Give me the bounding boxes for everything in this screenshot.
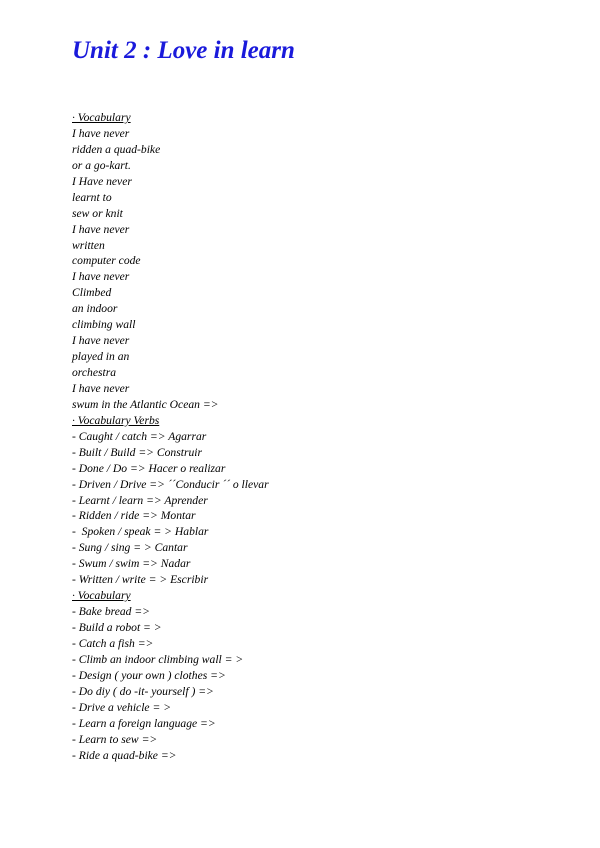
text-line: - Bake bread => [72,605,150,619]
document-body [72,110,269,763]
text-line: learnt to [72,190,112,204]
text-line: - Learn a foreign language => [72,716,216,730]
text-line: - Ridden / ride => Montar [72,509,196,523]
text-line: - Driven / Drive => ´´Conducir ´´ o llevar [72,477,269,491]
text-line: written [72,238,105,252]
text-line: - Spoken / speak = > Hablar [72,525,209,539]
section-heading: · Vocabulary Verbs [72,413,160,427]
text-line: - Drive a vehicle = > [72,700,172,714]
text-line: swum in the Atlantic Ocean => [72,397,219,411]
text-line: an indoor [72,302,118,316]
text-line: or a go-kart. [72,158,131,172]
text-line: - Build a robot = > [72,621,162,634]
text-line: - Done / Do => Hacer o realizar [72,461,226,475]
text-line: I have never [72,381,130,395]
text-line: - Written / write = > Escribir [72,573,209,587]
text-line: - Caught / catch => Agarrar [72,429,207,443]
text-line: - Climb an indoor climbing wall = > [72,652,244,666]
text-line: - Do diy ( do -it- yourself ) => [72,684,214,698]
text-line: played in an [72,350,130,364]
text-line: climbing wall [72,318,136,332]
text-line: - Built / Build => Construir [72,445,202,459]
text-line: I have never [72,270,130,284]
text-line: - Learn to sew => [72,732,158,746]
text-line: ridden a quad-bike [72,142,161,156]
section-heading: · Vocabulary [72,111,131,124]
text-line: computer code [72,254,141,268]
text-line: sew or knit [72,206,123,220]
text-line: orchestra [72,366,117,379]
text-line: I have never [72,126,130,140]
text-line: I have never [72,222,130,236]
text-line: I have never [72,334,130,348]
document-title: Unit 2 : Love in learn [72,37,295,64]
text-line: I Have never [72,174,132,188]
text-line: - Learnt / learn => Aprender [72,493,208,507]
text-line: - Ride a quad-bike => [72,748,177,762]
text-line: - Sung / sing = > Cantar [72,541,188,555]
text-line: - Swum / swim => Nadar [72,557,191,571]
text-line: Climbed [72,286,112,300]
section-heading: · Vocabulary [72,589,131,603]
text-line: - Catch a fish => [72,636,154,650]
text-line: - Design ( your own ) clothes => [72,668,226,682]
